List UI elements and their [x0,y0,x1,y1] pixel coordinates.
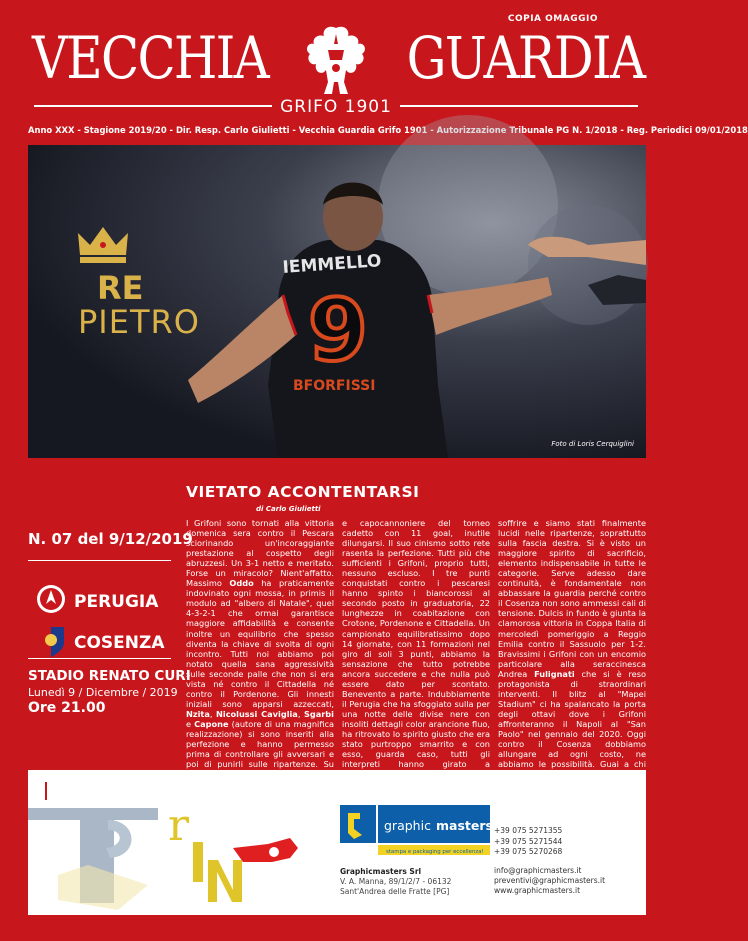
artwork-letter-r: r [168,800,190,851]
cosenza-crest-icon [36,625,66,659]
phone-number: +39 075 5271355 [494,826,563,835]
divider [28,560,171,561]
match-time: Ore 21.00 [28,700,106,716]
phone-list [494,826,562,858]
masthead-subtitle: GRIFO 1901 [0,97,672,117]
email-link[interactable]: preventivi@graphicmasters.it [494,876,606,885]
address-line: Sant'Andrea delle Fratte [PG] [340,886,450,896]
home-team-name: PERUGIA [74,592,159,612]
logo-tagline: stampa e packaging per eccellenza! [386,849,484,855]
perugia-crest-icon [36,584,66,618]
publication-info: Anno XXX - Stagione 2019/20 - Dir. Resp. Carlo Giulietti - Vecchia Guardia Grifo 1901 - Autorizzazione Tribunale PG N. 1/2018 - Reg. Periodici 09/01/2018 [28,125,748,135]
logo-word-light: graphic [384,818,431,833]
email-link[interactable]: info@graphicmasters.it [494,866,582,875]
company-name: Graphicmasters Srl [340,867,422,876]
copy-label: COPIA OMAGGIO [507,14,598,24]
article-byline: di Carlo Giulietti [256,505,321,513]
phone-number: +39 075 5271544 [494,836,563,846]
artwork-text: URIN [28,770,31,771]
address-line: V. A. Manna, 89/1/2/7 - 06132 [340,877,452,886]
article-column-2: e capocannoniere del torneo cadetto con 11 goal, inutile dilungarsi. Il suo cinismo sotto rete rasenta la perfezione. Tutti più che sufficienti i Grifoni, proprio tutti, nessuno escluso. I tre punti conquistati contro i pescaresi hanno spinto i biancorossi al secondo posto in graduatoria, 22 lunghezze in coabitazione con Crotone, Pordenone e Cittadella. Un campionato equilibratissimo dopo 14 giornate, con 11 formazioni nel giro di soli 3 punti, abbiamo la sensazione che tutto potrebbe ancora succedere e che nulla può essere dato per scontato. Benevento a parte. Indubbiamente il Perugia che ha sfoggiato sulla per una notte delle divise nere con insoliti dettagli color arancione fluo, ha ritrovato lo spirito giusto che era stato purtroppo smarrito e con esso, guarda caso, tutti gli interpreti hanno girato a [342,518,490,770]
article-column-1: I Grifoni sono tornati alla vittoria domenica sera contro il Pescara sciorinando un'incoraggiante prestazione al cospetto degli abruzzesi. Un 3-1 netto e meritato. Forse un miracolo? Nient'affatto. Massimo Oddo ha praticamente indovinato ogni mossa, in primis il modulo ad "albero di Natale", quel 4-3-2-1 che ormai garantisce maggiore affidabilità e consente inoltre un equilibrio che spesso diventa la chiave di svolta di ogni incontro. Tutti noi abbiamo poi notato quella sana aggressività sulle seconde palle che non si era vista né contro il Cittadella né contro il Pordenone. Gli innesti iniziali sono apparsi azzeccati, Nzita, Nicolussi Caviglia, Sgarbi e Capone (autore di una magnifica realizzazione) si sono inseriti alla perfezione e hanno permesso prima di controllare gli avversari e poi di punirli sulle ripartenze. Su [186,518,334,770]
photo-credit: Foto di Loris Cerquiglini [551,440,634,448]
article-column-3: soffrire e siamo stati finalmente lucidi nelle ripartenze, soprattutto sulla fascia destra. Si è visto un maggiore spirito di sacrificio, elemento indispensabile in tutte le categorie. Serve adesso dare continuità, è fondamentale non abbassare la guardia perché contro il Cosenza non sono ammessi cali di tensione. Dulcis in fundo è giunta la clamorosa vittoria in Coppa Italia di mercoledì pomeriggio a Reggio Emilia contro il Sassuolo per 1-2. Bravissimi i Grifoni con un encomio particolare alla seraccinesca Andrea Fulignati che si è reso protagonista di straordinari interventi. Il blitz al "Mapei Stadium" ci ha spalancato la porta degli ottavi dove i Grifoni affronteranno il Napoli al "San Paolo" nel gennaio del 2020. Oggi contro il Cosenza dobbiamo allungare ad ogni costo, ne abbiamo le possibilità. Guai a chi [498,518,646,770]
stadium-name: STADIO RENATO CURI [28,668,191,684]
phone-number: +39 075 5270268 [494,847,563,856]
website-link[interactable]: www.graphicmasters.it [494,886,581,895]
griffin-icon [298,20,374,100]
divider [28,658,171,659]
cover-title-pietro: PIETRO [78,303,200,341]
title-left: VECCHIA [32,24,268,92]
jersey-sponsor: BFORFISSI [293,378,376,394]
advertisement [28,770,646,915]
company-address [340,877,451,896]
logo-word-bold: masters [436,818,493,833]
jersey-name: IEMMELLO [281,251,383,278]
title-right: GUARDIA [406,24,644,92]
masthead [0,0,748,145]
cover-title-re: RE [97,269,144,307]
cover-photo [28,145,646,458]
crown-icon [76,225,130,265]
graphicmasters-logo [340,805,493,857]
contact-list [494,866,605,896]
urin-artwork [28,770,310,915]
match-date: Lunedì 9 / Dicembre / 2019 [28,686,178,699]
article-headline: VIETATO ACCONTENTARSI [186,483,420,501]
away-team-name: COSENZA [74,633,165,653]
issue-number: N. 07 del 9/12/2019 [28,530,193,548]
jersey-number: 9 [308,281,368,381]
